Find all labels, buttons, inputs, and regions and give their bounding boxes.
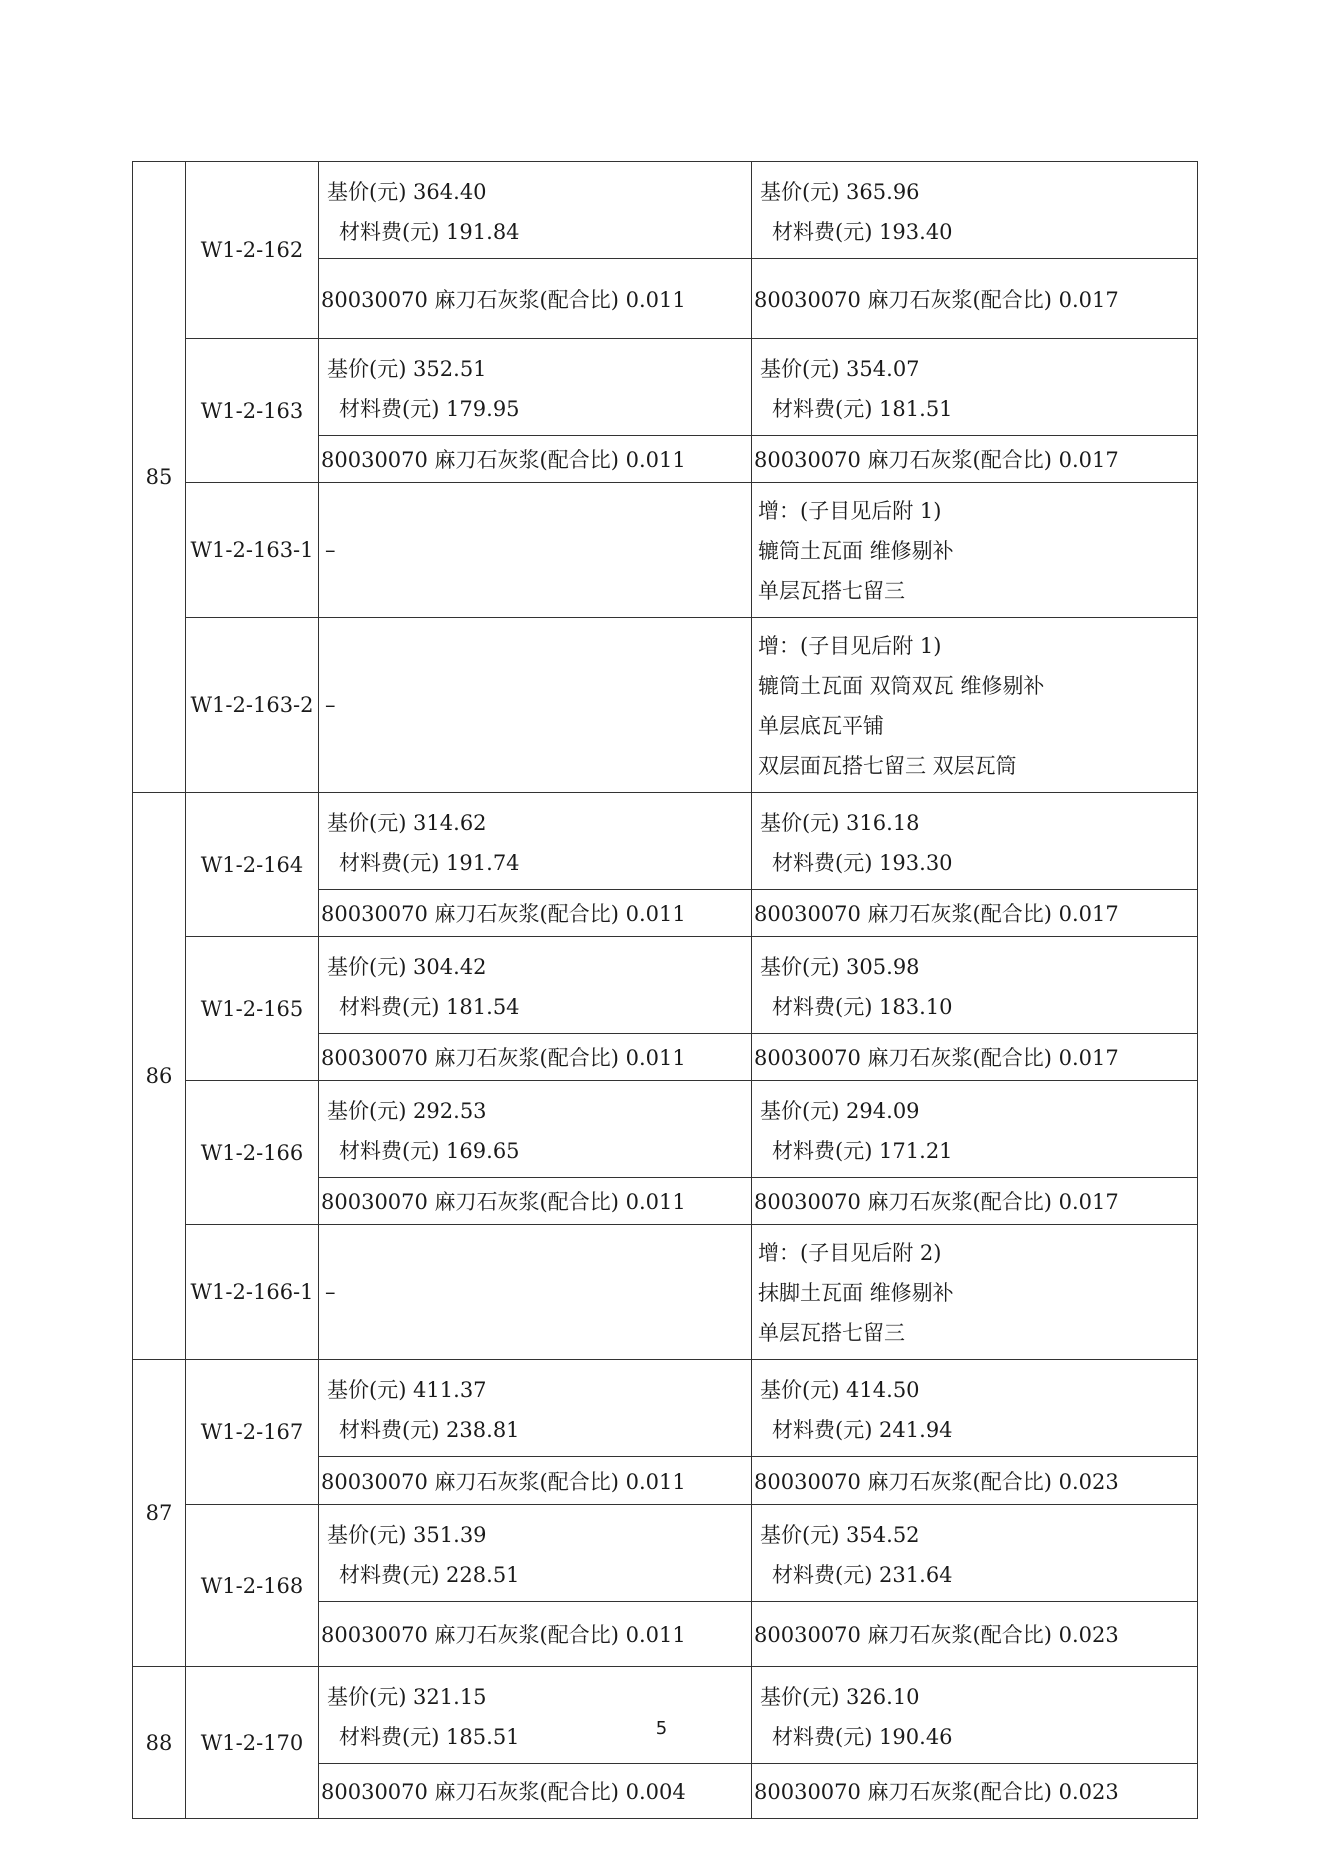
- base-price: 基价(元) 364.40: [327, 180, 487, 204]
- table-row: [133, 1225, 1198, 1360]
- base-price: 基价(元) 316.18: [760, 811, 920, 835]
- new-price-cell: [752, 1505, 1198, 1602]
- item-code: W1-2-166-1: [186, 1225, 319, 1360]
- page-number: 5: [655, 1718, 668, 1739]
- group-number: 85: [133, 162, 186, 793]
- base-price: 基价(元) 326.10: [760, 1685, 920, 1709]
- item-code: W1-2-163-2: [186, 618, 319, 793]
- old-material-line: 80030070 麻刀石灰浆(配合比) 0.011: [319, 259, 752, 339]
- table-row: [133, 1081, 1198, 1178]
- group-number: 87: [133, 1360, 186, 1667]
- table-row: [133, 162, 1198, 259]
- base-price: 基价(元) 294.09: [760, 1099, 920, 1123]
- item-code: W1-2-163: [186, 339, 319, 483]
- note-line: 辘筒土瓦面 维修剔补: [758, 539, 954, 563]
- material-cost: 材料费(元) 181.51: [772, 397, 953, 421]
- new-price-cell: [752, 937, 1198, 1034]
- table-row: [133, 618, 1198, 793]
- old-price-cell: [319, 1505, 752, 1602]
- old-price-cell: [319, 1360, 752, 1457]
- note-line: 双层面瓦搭七留三 双层瓦筒: [758, 754, 1017, 778]
- base-price: 基价(元) 351.39: [327, 1523, 487, 1547]
- old-price-cell: [319, 1667, 752, 1764]
- old-material-line: 80030070 麻刀石灰浆(配合比) 0.011: [319, 436, 752, 483]
- material-cost: 材料费(元) 183.10: [772, 995, 953, 1019]
- old-material-line: 80030070 麻刀石灰浆(配合比) 0.011: [319, 1178, 752, 1225]
- material-cost: 材料费(元) 169.65: [339, 1139, 520, 1163]
- note-line: 辘筒土瓦面 双筒双瓦 维修剔补: [758, 674, 1045, 698]
- base-price: 基价(元) 414.50: [760, 1378, 920, 1402]
- material-cost: 材料费(元) 171.21: [772, 1139, 953, 1163]
- old-price-cell: [319, 339, 752, 436]
- group-number: 88: [133, 1667, 186, 1819]
- material-cost: 材料费(元) 231.64: [772, 1563, 953, 1587]
- material-cost: 材料费(元) 193.30: [772, 851, 953, 875]
- old-material-line: 80030070 麻刀石灰浆(配合比) 0.011: [319, 890, 752, 937]
- new-material-line: 80030070 麻刀石灰浆(配合比) 0.017: [752, 1034, 1198, 1081]
- material-cost: 材料费(元) 193.40: [772, 220, 953, 244]
- table-row: [133, 937, 1198, 1034]
- original-empty: –: [319, 1225, 752, 1360]
- old-price-cell: [319, 162, 752, 259]
- note-line: 增：(子目见后附 2): [758, 1241, 942, 1265]
- note-line: 单层瓦搭七留三: [758, 1321, 905, 1345]
- new-material-line: 80030070 麻刀石灰浆(配合比) 0.017: [752, 1178, 1198, 1225]
- item-code: W1-2-170: [186, 1667, 319, 1819]
- new-price-cell: [752, 793, 1198, 890]
- base-price: 基价(元) 304.42: [327, 955, 487, 979]
- note-line: 单层瓦搭七留三: [758, 579, 905, 603]
- material-cost: 材料费(元) 238.81: [339, 1418, 520, 1442]
- old-material-line: 80030070 麻刀石灰浆(配合比) 0.011: [319, 1034, 752, 1081]
- new-price-cell: [752, 339, 1198, 436]
- base-price: 基价(元) 314.62: [327, 811, 487, 835]
- item-code: W1-2-164: [186, 793, 319, 937]
- old-material-line: 80030070 麻刀石灰浆(配合比) 0.011: [319, 1602, 752, 1667]
- new-material-line: 80030070 麻刀石灰浆(配合比) 0.017: [752, 259, 1198, 339]
- table-row: [133, 339, 1198, 436]
- new-price-cell: [752, 1081, 1198, 1178]
- group-number: 86: [133, 793, 186, 1360]
- material-cost: 材料费(元) 190.46: [772, 1725, 953, 1749]
- new-material-line: 80030070 麻刀石灰浆(配合比) 0.023: [752, 1764, 1198, 1819]
- base-price: 基价(元) 321.15: [327, 1685, 487, 1709]
- note-line: 单层底瓦平铺: [758, 714, 884, 738]
- material-cost: 材料费(元) 185.51: [339, 1725, 520, 1749]
- item-code: W1-2-166: [186, 1081, 319, 1225]
- material-cost: 材料费(元) 179.95: [339, 397, 520, 421]
- base-price: 基价(元) 365.96: [760, 180, 920, 204]
- revised-note: [752, 1225, 1198, 1360]
- old-price-cell: [319, 1081, 752, 1178]
- original-empty: –: [319, 483, 752, 618]
- revision-table: [132, 161, 1198, 1819]
- base-price: 基价(元) 411.37: [327, 1378, 487, 1402]
- base-price: 基价(元) 354.52: [760, 1523, 920, 1547]
- material-cost: 材料费(元) 191.74: [339, 851, 520, 875]
- base-price: 基价(元) 352.51: [327, 357, 487, 381]
- material-cost: 材料费(元) 241.94: [772, 1418, 953, 1442]
- new-price-cell: [752, 162, 1198, 259]
- new-material-line: 80030070 麻刀石灰浆(配合比) 0.023: [752, 1602, 1198, 1667]
- base-price: 基价(元) 305.98: [760, 955, 920, 979]
- item-code: W1-2-162: [186, 162, 319, 339]
- new-material-line: 80030070 麻刀石灰浆(配合比) 0.017: [752, 890, 1198, 937]
- new-price-cell: [752, 1360, 1198, 1457]
- table-row: [133, 1360, 1198, 1457]
- material-cost: 材料费(元) 181.54: [339, 995, 520, 1019]
- revised-note: [752, 483, 1198, 618]
- note-line: 增：(子目见后附 1): [758, 634, 942, 658]
- note-line: 抹脚土瓦面 维修剔补: [758, 1281, 954, 1305]
- base-price: 基价(元) 292.53: [327, 1099, 487, 1123]
- new-price-cell: [752, 1667, 1198, 1764]
- material-cost: 材料费(元) 228.51: [339, 1563, 520, 1587]
- base-price: 基价(元) 354.07: [760, 357, 920, 381]
- old-material-line: 80030070 麻刀石灰浆(配合比) 0.011: [319, 1457, 752, 1505]
- document-body: [132, 161, 1197, 1819]
- table-row: [133, 483, 1198, 618]
- item-code: W1-2-163-1: [186, 483, 319, 618]
- table-row: [133, 1505, 1198, 1602]
- old-material-line: 80030070 麻刀石灰浆(配合比) 0.004: [319, 1764, 752, 1819]
- material-cost: 材料费(元) 191.84: [339, 220, 520, 244]
- original-empty: –: [319, 618, 752, 793]
- item-code: W1-2-168: [186, 1505, 319, 1667]
- note-line: 增：(子目见后附 1): [758, 499, 942, 523]
- new-material-line: 80030070 麻刀石灰浆(配合比) 0.017: [752, 436, 1198, 483]
- old-price-cell: [319, 793, 752, 890]
- table-row: [133, 1667, 1198, 1764]
- old-price-cell: [319, 937, 752, 1034]
- table-row: [133, 793, 1198, 890]
- item-code: W1-2-165: [186, 937, 319, 1081]
- item-code: W1-2-167: [186, 1360, 319, 1505]
- revised-note: [752, 618, 1198, 793]
- new-material-line: 80030070 麻刀石灰浆(配合比) 0.023: [752, 1457, 1198, 1505]
